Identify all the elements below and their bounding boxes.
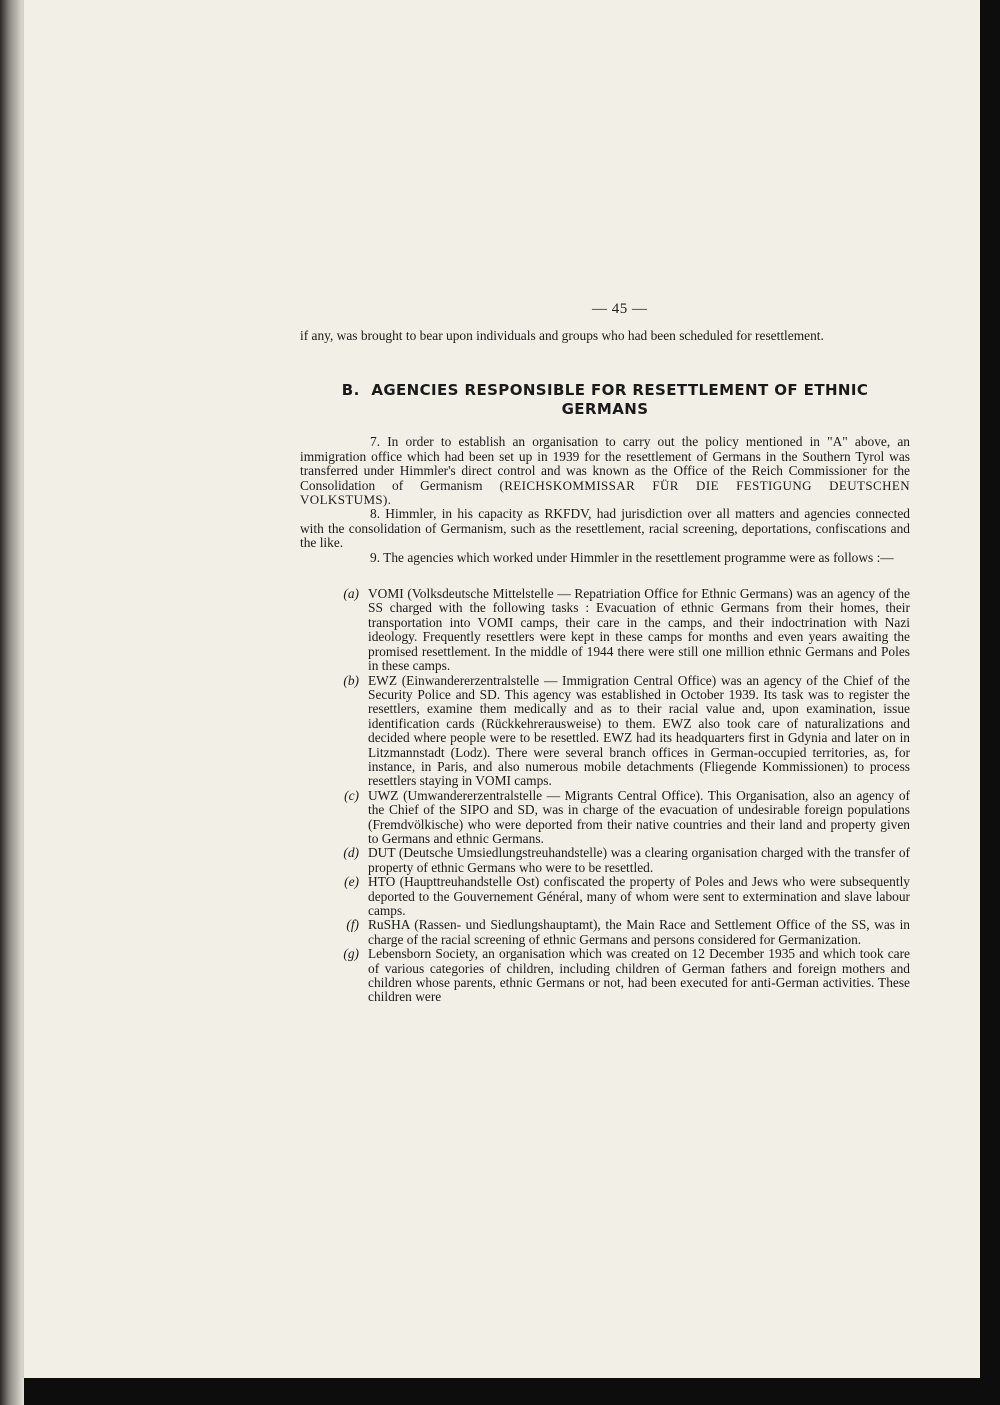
list-item-a [300, 587, 910, 673]
list-item-text: VOMI (Volksdeutsche Mittelstelle — Repatriation Office for Ethnic Germans) was an agency of the SS charged with the following tasks : Evacuation of ethnic Germans from their homes, their transportation into VOMI camps, their care in the camps, and their indoctrination with Nazi ideology. Frequently resettlers were kept in these camps for months and even years awaiting the promised resettlement. In the middle of 1944 there were still one million ethnic Germans and Poles in these camps. [368, 586, 910, 674]
paragraph-caps-title: (REICHSKOMMISSAR FÜR DIE FESTIGUNG DEUTSCHEN VOLKSTUMS). [300, 477, 910, 508]
list-item-letter: (e) [344, 874, 359, 890]
page-content [300, 329, 910, 1005]
paragraph-8 [300, 507, 910, 550]
section-number: B. [341, 381, 360, 400]
paragraph-text: In order to establish an organisation to carry out the policy mentioned in "A" above, an immigration office which had been set up in 1939 for the resettlement of Germans in the Southern Tyrol was transferred under Himmler's direct control and was known as the Office of the Reich Commissioner for the Consolidation of Germanism [300, 434, 910, 493]
list-item-text: Lebensborn Society, an organisation which was created on 12 December 1935 and which took care of various categories of children, including children of German fathers and foreign mothers and children whose parents, ethnic Germans or not, had been executed for anti-German activities. These children were [368, 946, 910, 1005]
list-item-d [300, 846, 910, 875]
list-item-text: DUT (Deutsche Umsiedlungstreuhandstelle) was a clearing organisation charged with the transfer of property of ethnic Germans who were to be resettled. [368, 845, 910, 875]
paragraph-text: The agencies which worked under Himmler in the resettlement programme were as follows :— [383, 549, 894, 565]
list-item-letter: (g) [343, 946, 359, 962]
list-item-f [300, 918, 910, 947]
list-item-text: EWZ (Einwandererzentralstelle — Immigration Central Office) was an agency of the Chief of the Security Police and SD. This agency was established in October 1939. Its task was to register the resettlers, examine them medically and as to their racial value and, upon examination, issue identification cards (Rückkehrerausweise) to them. EWZ also took care of naturalizations and decided where people were to be resettled. EWZ had its headquarters first in Gdynia and later on in Litzmannstadt (Lodz). There were several branch offices in German-occupied territories, as, for instance, in Paris, and also numerous mobile detachments (Fliegende Kommissionen) to process resettlers staying in VOMI camps. [368, 672, 910, 789]
paragraph-text: Himmler, in his capacity as RKFDV, had jurisdiction over all matters and agencies connected with the consolidation of Germanism, such as the resettlement, racial screening, deportations, confiscations and the like. [300, 506, 910, 551]
list-item-letter: (d) [343, 845, 359, 861]
intro-paragraph: if any, was brought to bear upon individuals and groups who had been scheduled for resettlement. [300, 328, 824, 343]
list-item-text: RuSHA (Rassen- und Siedlungshauptamt), the Main Race and Settlement Office of the SS, was in charge of the racial screening of ethnic Germans and persons considered for Germanization. [368, 917, 910, 947]
paragraph-number: 7. [370, 434, 381, 450]
list-item-b [300, 674, 910, 789]
paragraph-number: 9. [370, 549, 381, 565]
list-item-letter: (b) [343, 672, 359, 688]
agency-list [300, 587, 910, 1005]
page-number: — 45 — [592, 301, 648, 317]
list-item-c [300, 789, 910, 847]
list-item-text: UWZ (Umwandererzentralstelle — Migrants Central Office). This Organisation, also an agency of the Chief of the SIPO and SD, was in charge of the evacuation of undesirable foreign populations (Fremdvölkische) who were deported from their native countries and their land and property given to Germans and ethnic Germans. [368, 787, 910, 846]
paragraph-9 [300, 551, 910, 565]
paragraph-number: 8. [370, 506, 381, 522]
list-item-letter: (a) [343, 586, 359, 602]
list-item-letter: (f) [346, 917, 359, 933]
section-heading [300, 381, 910, 419]
paragraph-7 [300, 435, 910, 507]
list-item-letter: (c) [344, 787, 359, 803]
list-item-e [300, 875, 910, 918]
section-title: AGENCIES RESPONSIBLE FOR RESETTLEMENT OF ETHNIC GERMANS [371, 381, 869, 419]
book-spine [0, 0, 24, 1405]
list-item-g [300, 947, 910, 1005]
list-item-text: HTO (Haupttreuhandstelle Ost) confiscated the property of Poles and Jews who were subsequently deported to the Gouvernement Général, many of whom were sent to extermination and slave labour camps. [368, 874, 910, 918]
